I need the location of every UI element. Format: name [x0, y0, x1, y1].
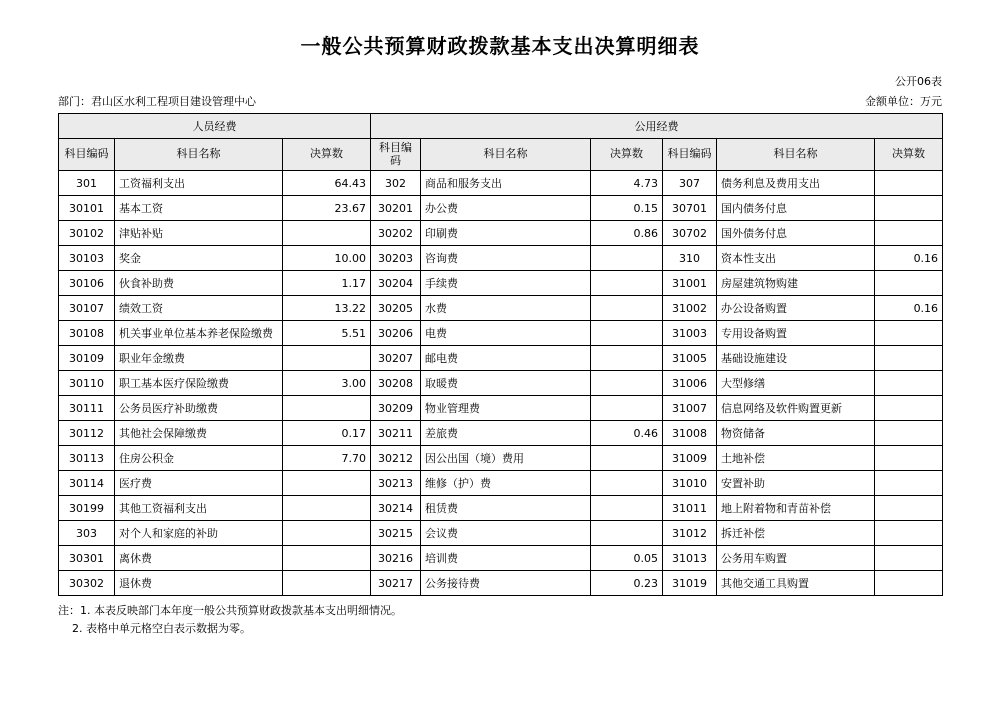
cell-value-personnel	[283, 571, 371, 596]
unit-label: 金额单位：万元	[865, 95, 942, 108]
cell-value-personnel	[283, 396, 371, 421]
col-header-value-1: 决算数	[283, 139, 371, 171]
cell-value-public-a	[591, 371, 663, 396]
cell-name-public-a: 电费	[421, 321, 591, 346]
cell-code-personnel: 30114	[59, 471, 115, 496]
cell-name-personnel: 离休费	[115, 546, 283, 571]
cell-name-public-a: 取暖费	[421, 371, 591, 396]
cell-value-public-a: 4.73	[591, 171, 663, 196]
cell-code-personnel: 30102	[59, 221, 115, 246]
cell-name-public-b: 地上附着物和青苗补偿	[717, 496, 875, 521]
cell-value-public-b	[875, 221, 943, 246]
column-header-row	[59, 139, 943, 171]
cell-value-public-a	[591, 496, 663, 521]
cell-code-public-a: 30206	[371, 321, 421, 346]
page-title: 一般公共预算财政拨款基本支出决算明细表	[300, 34, 700, 58]
cell-name-public-a: 印刷费	[421, 221, 591, 246]
table-row	[59, 396, 943, 421]
cell-value-public-b: 0.16	[875, 246, 943, 271]
table-row	[59, 421, 943, 446]
cell-name-personnel: 津贴补贴	[115, 221, 283, 246]
cell-value-public-a	[591, 471, 663, 496]
cell-code-public-a: 30214	[371, 496, 421, 521]
note-line-2: 2. 表格中单元格空白表示数据为零。	[72, 621, 251, 635]
cell-name-personnel: 其他社会保障缴费	[115, 421, 283, 446]
form-number: 公开06表	[895, 75, 942, 88]
cell-name-public-b: 拆迁补偿	[717, 521, 875, 546]
cell-code-public-a: 30203	[371, 246, 421, 271]
cell-code-public-a: 30202	[371, 221, 421, 246]
cell-code-public-b: 31005	[663, 346, 717, 371]
cell-name-public-a: 差旅费	[421, 421, 591, 446]
cell-name-public-b: 国外债务付息	[717, 221, 875, 246]
cell-code-public-b: 31010	[663, 471, 717, 496]
cell-code-public-b: 31007	[663, 396, 717, 421]
col-header-code-1: 科目编码	[59, 139, 115, 171]
cell-name-public-b: 房屋建筑物购建	[717, 271, 875, 296]
cell-value-personnel	[283, 496, 371, 521]
cell-value-personnel: 7.70	[283, 446, 371, 471]
cell-code-public-a: 30212	[371, 446, 421, 471]
cell-value-public-b	[875, 571, 943, 596]
cell-code-public-a: 30216	[371, 546, 421, 571]
cell-value-public-a	[591, 246, 663, 271]
cell-name-public-b: 公务用车购置	[717, 546, 875, 571]
cell-code-public-b: 31009	[663, 446, 717, 471]
table-row	[59, 571, 943, 596]
cell-name-personnel: 基本工资	[115, 196, 283, 221]
cell-code-personnel: 30109	[59, 346, 115, 371]
cell-value-public-a: 0.86	[591, 221, 663, 246]
cell-value-public-b	[875, 346, 943, 371]
cell-value-public-b	[875, 421, 943, 446]
cell-name-personnel: 伙食补助费	[115, 271, 283, 296]
cell-name-public-a: 租赁费	[421, 496, 591, 521]
col-header-value-3: 决算数	[875, 139, 943, 171]
cell-value-public-a: 0.46	[591, 421, 663, 446]
cell-code-personnel: 30103	[59, 246, 115, 271]
note-line-1: 注：1. 本表反映部门本年度一般公共预算财政拨款基本支出明细情况。	[58, 604, 402, 618]
cell-code-public-a: 30205	[371, 296, 421, 321]
cell-value-public-b	[875, 371, 943, 396]
cell-value-public-b	[875, 321, 943, 346]
cell-value-public-a: 0.15	[591, 196, 663, 221]
meta-row	[0, 89, 1000, 113]
cell-name-personnel: 医疗费	[115, 471, 283, 496]
cell-code-personnel: 30199	[59, 496, 115, 521]
cell-code-public-b: 31008	[663, 421, 717, 446]
cell-value-personnel: 64.43	[283, 171, 371, 196]
cell-value-public-b	[875, 171, 943, 196]
expenditure-table	[58, 113, 943, 596]
cell-value-personnel	[283, 346, 371, 371]
cell-value-public-b	[875, 546, 943, 571]
group-header-public: 公用经费	[371, 114, 943, 139]
cell-value-personnel: 23.67	[283, 196, 371, 221]
cell-name-public-a: 水费	[421, 296, 591, 321]
cell-code-public-b: 30702	[663, 221, 717, 246]
table-row	[59, 371, 943, 396]
cell-name-public-b: 其他交通工具购置	[717, 571, 875, 596]
cell-name-public-b: 国内债务付息	[717, 196, 875, 221]
cell-value-personnel: 0.17	[283, 421, 371, 446]
cell-code-personnel: 30106	[59, 271, 115, 296]
cell-code-public-a: 30208	[371, 371, 421, 396]
cell-code-public-a: 30201	[371, 196, 421, 221]
cell-value-public-a	[591, 321, 663, 346]
cell-code-personnel: 30112	[59, 421, 115, 446]
cell-code-public-b: 30701	[663, 196, 717, 221]
cell-code-public-a: 30207	[371, 346, 421, 371]
cell-code-public-a: 30217	[371, 571, 421, 596]
table-row	[59, 521, 943, 546]
cell-code-public-b: 31019	[663, 571, 717, 596]
cell-name-personnel: 绩效工资	[115, 296, 283, 321]
cell-value-public-a	[591, 271, 663, 296]
cell-code-personnel: 30110	[59, 371, 115, 396]
cell-value-public-a	[591, 521, 663, 546]
cell-value-public-a: 0.05	[591, 546, 663, 571]
cell-name-public-b: 物资储备	[717, 421, 875, 446]
cell-name-personnel: 奖金	[115, 246, 283, 271]
cell-code-public-a: 30211	[371, 421, 421, 446]
cell-name-public-a: 商品和服务支出	[421, 171, 591, 196]
table-row	[59, 496, 943, 521]
cell-name-public-a: 会议费	[421, 521, 591, 546]
group-header-row	[59, 114, 943, 139]
cell-code-public-b: 31013	[663, 546, 717, 571]
cell-code-personnel: 30107	[59, 296, 115, 321]
cell-name-personnel: 工资福利支出	[115, 171, 283, 196]
table-body	[59, 171, 943, 596]
cell-value-personnel	[283, 471, 371, 496]
cell-code-public-a: 302	[371, 171, 421, 196]
cell-code-personnel: 30302	[59, 571, 115, 596]
table-row	[59, 346, 943, 371]
group-header-personnel: 人员经费	[59, 114, 371, 139]
cell-value-public-b	[875, 521, 943, 546]
cell-code-public-a: 30215	[371, 521, 421, 546]
table-row	[59, 196, 943, 221]
cell-name-personnel: 住房公积金	[115, 446, 283, 471]
cell-name-public-a: 咨询费	[421, 246, 591, 271]
cell-value-personnel	[283, 221, 371, 246]
cell-name-public-a: 手续费	[421, 271, 591, 296]
cell-value-public-b	[875, 196, 943, 221]
cell-name-public-a: 物业管理费	[421, 396, 591, 421]
cell-name-public-b: 专用设备购置	[717, 321, 875, 346]
cell-code-public-b: 31002	[663, 296, 717, 321]
cell-value-public-a	[591, 396, 663, 421]
col-header-name-1: 科目名称	[115, 139, 283, 171]
cell-code-personnel: 30111	[59, 396, 115, 421]
cell-name-public-a: 因公出国（境）费用	[421, 446, 591, 471]
cell-name-public-b: 基础设施建设	[717, 346, 875, 371]
cell-code-public-b: 31003	[663, 321, 717, 346]
cell-name-personnel: 职业年金缴费	[115, 346, 283, 371]
cell-name-public-a: 维修（护）费	[421, 471, 591, 496]
cell-value-personnel: 5.51	[283, 321, 371, 346]
cell-name-personnel: 职工基本医疗保险缴费	[115, 371, 283, 396]
cell-name-public-b: 土地补偿	[717, 446, 875, 471]
cell-code-public-b: 31001	[663, 271, 717, 296]
cell-name-public-a: 公务接待费	[421, 571, 591, 596]
table-row	[59, 296, 943, 321]
cell-value-personnel	[283, 546, 371, 571]
cell-value-public-a: 0.23	[591, 571, 663, 596]
col-header-value-2: 决算数	[591, 139, 663, 171]
cell-name-personnel: 其他工资福利支出	[115, 496, 283, 521]
cell-value-public-a	[591, 446, 663, 471]
cell-value-public-b	[875, 496, 943, 521]
cell-name-public-b: 信息网络及软件购置更新	[717, 396, 875, 421]
cell-value-public-b	[875, 271, 943, 296]
table-row	[59, 546, 943, 571]
cell-name-public-b: 资本性支出	[717, 246, 875, 271]
department-label: 部门：君山区水利工程项目建设管理中心	[58, 95, 256, 108]
cell-name-personnel: 公务员医疗补助缴费	[115, 396, 283, 421]
cell-code-personnel: 301	[59, 171, 115, 196]
table-row	[59, 171, 943, 196]
cell-code-public-a: 30204	[371, 271, 421, 296]
cell-value-personnel: 3.00	[283, 371, 371, 396]
cell-code-personnel: 30113	[59, 446, 115, 471]
table-row	[59, 221, 943, 246]
cell-code-public-a: 30213	[371, 471, 421, 496]
cell-code-public-b: 307	[663, 171, 717, 196]
cell-value-personnel: 1.17	[283, 271, 371, 296]
col-header-name-3: 科目名称	[717, 139, 875, 171]
table-row	[59, 271, 943, 296]
cell-name-public-b: 大型修缮	[717, 371, 875, 396]
col-header-code-3: 科目编码	[663, 139, 717, 171]
cell-name-public-b: 安置补助	[717, 471, 875, 496]
cell-name-public-a: 培训费	[421, 546, 591, 571]
cell-value-public-a	[591, 296, 663, 321]
cell-value-personnel: 13.22	[283, 296, 371, 321]
cell-value-public-a	[591, 346, 663, 371]
cell-name-public-b: 办公设备购置	[717, 296, 875, 321]
cell-code-public-b: 31006	[663, 371, 717, 396]
cell-name-personnel: 对个人和家庭的补助	[115, 521, 283, 546]
table-row	[59, 321, 943, 346]
cell-value-public-b	[875, 396, 943, 421]
table-row	[59, 471, 943, 496]
cell-name-public-a: 邮电费	[421, 346, 591, 371]
cell-value-personnel: 10.00	[283, 246, 371, 271]
cell-value-public-b	[875, 471, 943, 496]
cell-name-public-a: 办公费	[421, 196, 591, 221]
cell-code-personnel: 30108	[59, 321, 115, 346]
col-header-code-2: 科目编码	[371, 139, 421, 171]
cell-name-public-b: 债务利息及费用支出	[717, 171, 875, 196]
cell-name-personnel: 机关事业单位基本养老保险缴费	[115, 321, 283, 346]
cell-code-personnel: 303	[59, 521, 115, 546]
cell-code-public-a: 30209	[371, 396, 421, 421]
cell-code-public-b: 31012	[663, 521, 717, 546]
table-row	[59, 446, 943, 471]
table-row	[59, 246, 943, 271]
cell-value-public-b: 0.16	[875, 296, 943, 321]
cell-code-personnel: 30301	[59, 546, 115, 571]
cell-code-public-b: 310	[663, 246, 717, 271]
col-header-name-2: 科目名称	[421, 139, 591, 171]
cell-value-personnel	[283, 521, 371, 546]
cell-value-public-b	[875, 446, 943, 471]
cell-name-personnel: 退休费	[115, 571, 283, 596]
table-notes	[58, 602, 942, 637]
cell-code-public-b: 31011	[663, 496, 717, 521]
cell-code-personnel: 30101	[59, 196, 115, 221]
